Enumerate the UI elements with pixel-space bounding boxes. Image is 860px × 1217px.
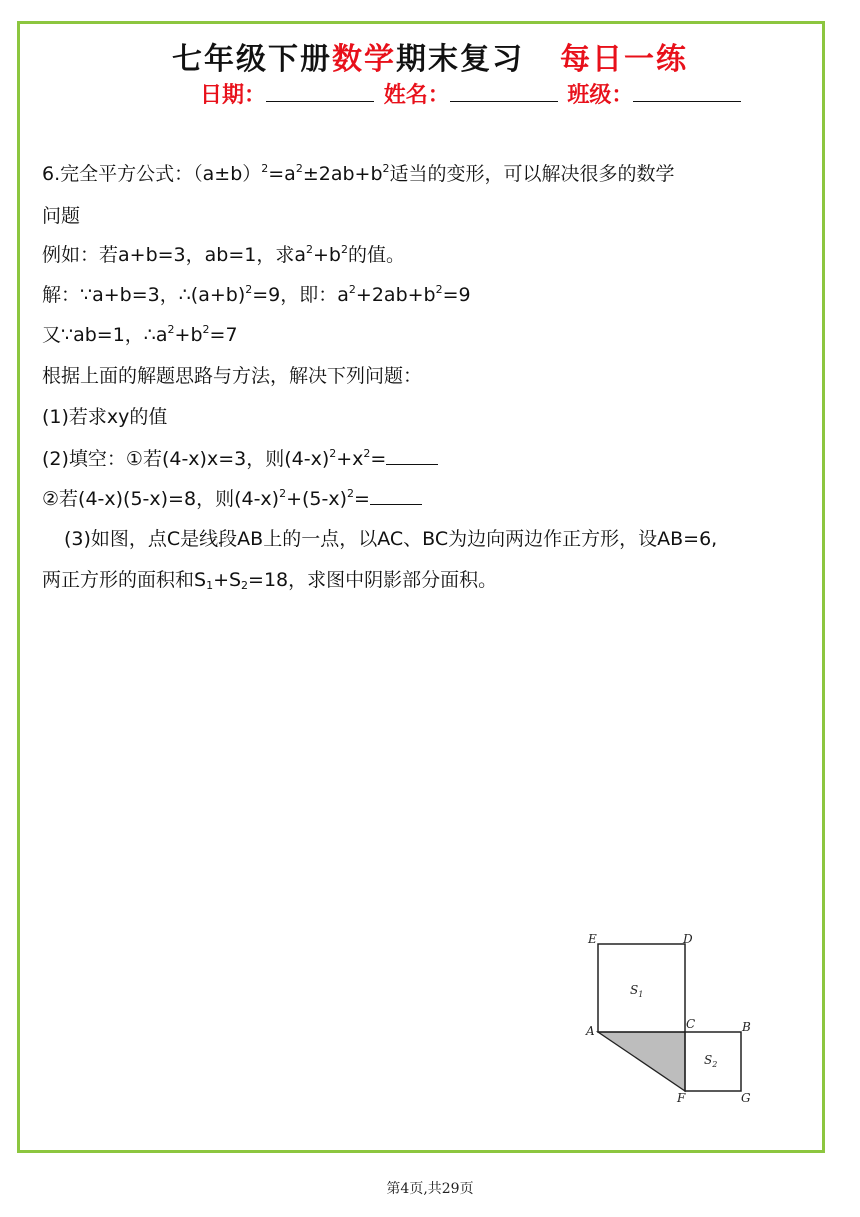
shaded-region (598, 1032, 685, 1091)
label-f: F (677, 1091, 686, 1105)
square-s1 (598, 944, 685, 1032)
name-label: 姓名： (383, 82, 450, 108)
label-s2: $S_2$ (704, 1053, 718, 1069)
question-3-line-2: 两正方形的面积和$S_1+S_2=18$，求图中阴影部分面积。 (42, 569, 498, 592)
date-blank[interactable] (266, 81, 374, 102)
problem-line-2: 问题 (42, 205, 81, 227)
answer-blank-1[interactable] (386, 446, 438, 465)
question-1: (1)若求xy的值 (42, 406, 168, 428)
solution-line-2: 又∵ab=1，$\therefore a^2+b^2=7$ (42, 323, 238, 346)
label-g: G (741, 1091, 751, 1105)
date-label: 日期： (200, 82, 267, 108)
page-title: 七年级下册数学期末复习 每日一练 (172, 42, 688, 77)
label-b: B (742, 1020, 751, 1034)
question-2-2: ②若(4-x)(5-x)=8，则$(4-x)^2+(5-x)^2=$ (42, 486, 422, 511)
solution-line-1: 解：∵a+b=3，$\therefore(a+b)^2=9$，即：$a^2+2ab+b^2=9$ (42, 283, 471, 306)
class-label: 班级： (567, 82, 634, 108)
info-row (200, 78, 743, 109)
problem-line-1: 6.完全平方公式：$(a\pm b)^2=a^2\pm 2ab+b^2$适当的变形，可以解决很多的数学 (42, 162, 675, 185)
page-number: 第4页,共29页 (386, 1181, 474, 1197)
label-e: E (588, 932, 597, 946)
label-a: A (586, 1024, 595, 1038)
label-d: D (683, 932, 693, 946)
answer-blank-2[interactable] (370, 486, 422, 505)
label-c: C (686, 1017, 696, 1031)
geometry-figure (580, 928, 760, 1108)
example-line: 例如：若a+b=3，ab=1，求$a^2+b^2$的值。 (42, 243, 405, 266)
instruction-line: 根据上面的解题思路与方法，解决下列问题： (42, 365, 423, 387)
label-s1: $S_1$ (630, 983, 644, 999)
name-blank[interactable] (450, 81, 558, 102)
question-2-1: (2)填空：①若(4-x)x=3，则$(4-x)^2+x^2=$ (42, 446, 438, 471)
class-blank[interactable] (633, 81, 741, 102)
question-3-line-1: (3)如图，点C是线段AB上的一点，以AC、BC为边向两边作正方形，设AB=6, (64, 528, 718, 550)
